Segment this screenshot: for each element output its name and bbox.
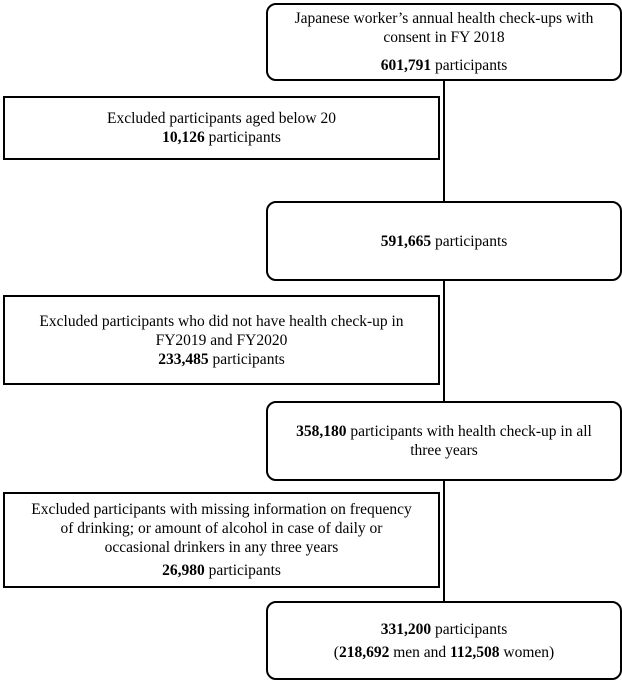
box1-line1: Japanese worker’s annual health check-ups with — [294, 10, 594, 27]
exclusion3-line1: Excluded participants with missing information on frequency — [31, 501, 412, 518]
exclusion3-count-line — [162, 561, 281, 580]
flow-connector-line — [443, 79, 445, 602]
box3-line2: three years — [410, 442, 478, 459]
exclusion2-count: 233,485 — [158, 350, 209, 368]
exclusion2-count-line — [158, 350, 285, 369]
exclusion3-count-suffix: participants — [204, 562, 281, 579]
box4-count-line — [381, 620, 508, 639]
exclusion1-count-line — [162, 128, 281, 147]
box3-line1 — [296, 422, 592, 441]
exclusion1-count: 10,126 — [162, 129, 205, 146]
box4-women-count: 112,508 — [450, 643, 500, 661]
exclusion-followup-box — [3, 295, 440, 385]
box1-count-suffix: participants — [431, 57, 508, 74]
three-year-cohort-box — [266, 401, 622, 481]
box2-count-line — [381, 232, 508, 251]
exclusion-age-box — [3, 96, 440, 160]
box3-count: 358,180 — [296, 423, 347, 440]
box3-line1-suffix: participants with health check-up in all — [346, 423, 592, 440]
exclusion1-count-suffix: participants — [204, 129, 281, 146]
initial-cohort-box — [266, 3, 622, 81]
box4-men-label: men and — [389, 643, 451, 661]
exclusion3-line3: occasional drinkers in any three years — [104, 539, 339, 556]
box4-men-count: 218,692 — [338, 643, 390, 661]
box4-count-suffix: participants — [431, 620, 508, 638]
final-cohort-box — [266, 601, 622, 680]
exclusion2-line1: Excluded participants who did not have health check-up in — [39, 312, 404, 330]
box1-count-line — [381, 56, 508, 75]
adult-cohort-box — [266, 201, 622, 281]
box2-count: 591,665 — [380, 232, 432, 250]
box2-count-suffix: participants — [431, 232, 508, 250]
box4-count: 331,200 — [380, 620, 432, 638]
box4-sex-breakdown — [334, 643, 554, 662]
exclusion3-count: 26,980 — [162, 562, 205, 579]
exclusion2-line2: FY2019 and FY2020 — [155, 331, 288, 349]
box1-count: 601,791 — [380, 57, 432, 74]
box1-line2: consent in FY 2018 — [383, 29, 505, 46]
box4-women-label: women) — [499, 643, 555, 661]
exclusion2-count-suffix: participants — [208, 350, 285, 368]
box4-open-paren: ( — [333, 643, 339, 661]
exclusion3-line2: of drinking; or amount of alcohol in case of daily or — [60, 520, 383, 537]
exclusion1-line1: Excluded participants aged below 20 — [107, 110, 336, 127]
exclusion-missing-info-box — [3, 492, 440, 588]
